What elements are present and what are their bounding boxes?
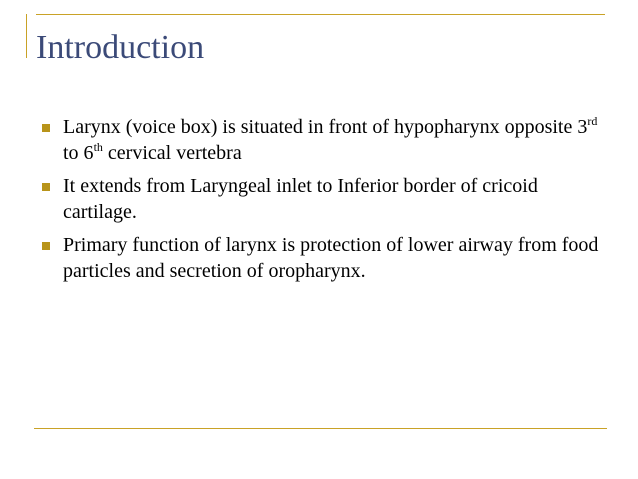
superscript-rd: rd xyxy=(587,114,598,128)
bullet-text: Primary function of larynx is protection of lower airway from food particles and secretion of oropharynx. xyxy=(63,234,599,282)
bullet-item-larynx-function xyxy=(40,232,615,284)
bullet-text: Larynx (voice box) is situated in front of hypopharynx opposite 3rd to 6th cervical vertebra xyxy=(63,114,598,164)
square-bullet-icon xyxy=(42,124,50,132)
bottom-divider xyxy=(34,428,607,429)
bullet-list xyxy=(40,114,615,291)
slide-title: Introduction xyxy=(36,29,205,66)
square-bullet-icon xyxy=(42,242,50,250)
square-bullet-icon xyxy=(42,183,50,191)
top-divider xyxy=(36,14,605,15)
left-divider xyxy=(26,14,27,58)
bullet-item-larynx-extent xyxy=(40,173,615,225)
superscript-th: th xyxy=(93,140,103,154)
bullet-item-larynx-location xyxy=(40,114,615,166)
bullet-text: It extends from Laryngeal inlet to Inferior border of cricoid cartilage. xyxy=(63,175,538,223)
